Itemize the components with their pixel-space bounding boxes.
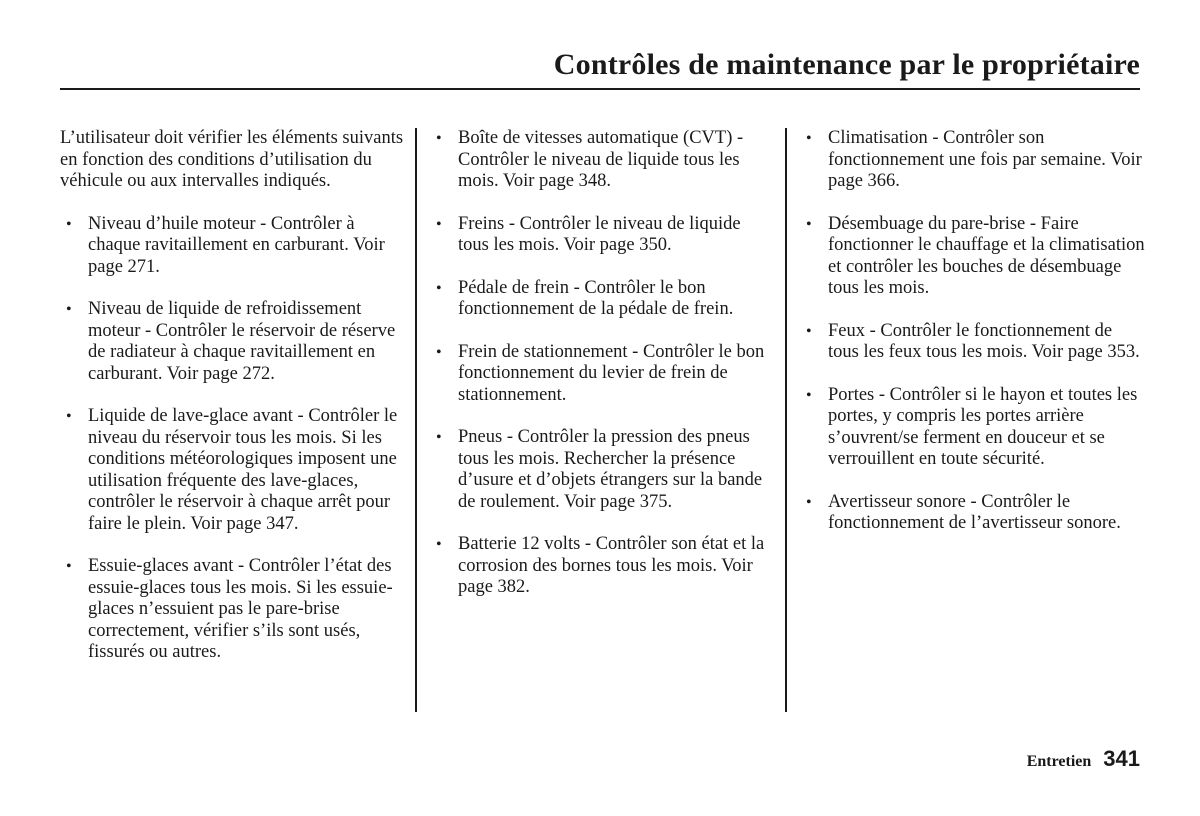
column-divider <box>785 128 787 712</box>
list-item-text: Désembuage du pare-brise - Faire fonctionner le chauffage et la climatisation et contrôler les bouches de désembuage tous les mois. <box>828 213 1145 298</box>
page-title: Contrôles de maintenance par le propriétaire <box>553 48 1140 81</box>
bullet-icon: • <box>806 493 812 511</box>
list-item <box>806 214 1146 300</box>
list-item <box>436 214 776 257</box>
list-item-text: Freins - Contrôler le niveau de liquide tous les mois. Voir page 350. <box>458 213 741 255</box>
bullet-icon: • <box>436 536 442 553</box>
list-item <box>806 385 1146 471</box>
list-item <box>806 128 1146 193</box>
bullet-icon: • <box>806 215 812 233</box>
list-item <box>436 534 776 599</box>
bullet-icon: • <box>66 215 72 233</box>
column-1 <box>60 128 405 685</box>
list-item <box>436 342 776 407</box>
column-divider <box>415 128 417 712</box>
column-2 <box>436 128 776 620</box>
bullet-icon: • <box>436 343 442 361</box>
list-item-text: Essuie-glaces avant - Contrôler l’état des essuie-glaces tous les mois. Si les essuie-glaces n’essuient pas le pare-brise correctement, vérifier s’ils sont usés, fissurés ou autres. <box>88 556 393 662</box>
list-item-text: Batterie 12 volts - Contrôler son état et la corrosion des bornes tous les mois. Voir page 382. <box>458 534 765 597</box>
title-divider <box>60 88 1140 90</box>
list-item-text: Portes - Contrôler si le hayon et toutes les portes, y compris les portes arrière s’ouvrent/se ferment en douceur et se verrouillent en toute sécurité. <box>828 384 1138 469</box>
bullet-icon: • <box>66 408 72 425</box>
list-item-text: Avertisseur sonore - Contrôler le fonctionnement de l’avertisseur sonore. <box>828 491 1121 533</box>
bullet-icon: • <box>806 322 812 340</box>
checklist-column-2 <box>436 128 776 599</box>
bullet-icon: • <box>66 558 72 575</box>
page-number: 341 <box>1103 746 1140 771</box>
list-item-text: Niveau d’huile moteur - Contrôler à chaque ravitaillement en carburant. Voir page 271. <box>88 213 385 277</box>
list-item <box>806 321 1146 364</box>
bullet-icon: • <box>806 386 812 404</box>
list-item-text: Feux - Contrôler le fonctionnement de tous les feux tous les mois. Voir page 353. <box>828 320 1140 362</box>
list-item <box>66 556 405 664</box>
list-item <box>66 299 405 385</box>
list-item-text: Niveau de liquide de refroidissement moteur - Contrôler le réservoir de réserve de radiateur à chaque ravitaillement en carburant. Voir page 272. <box>88 299 396 384</box>
list-item-text: Pneus - Contrôler la pression des pneus tous les mois. Rechercher la présence d’usure et d’objets étrangers sur la bande de roulement. Voir page 375. <box>458 427 763 512</box>
bullet-icon: • <box>436 429 442 446</box>
bullet-icon: • <box>806 130 812 147</box>
bullet-icon: • <box>436 215 442 233</box>
bullet-icon: • <box>66 301 72 318</box>
list-item-text: Frein de stationnement - Contrôler le bon fonctionnement du levier de frein de stationnement. <box>458 341 765 405</box>
list-item <box>436 278 776 321</box>
list-item-text: Climatisation - Contrôler son fonctionnement une fois par semaine. Voir page 366. <box>828 128 1142 191</box>
list-item-text: Liquide de lave-glace avant - Contrôler le niveau du réservoir tous les mois. Si les conditions météorologiques imposent une utilisation fréquente des lave-glaces, contrôler le réservoir à chaque arrêt pour faire le plein. Voir page 347. <box>88 406 398 534</box>
list-item <box>436 427 776 513</box>
checklist-column-1 <box>60 214 405 664</box>
intro-paragraph: L’utilisateur doit vérifier les éléments suivants en fonction des conditions d’utilisation du véhicule ou aux intervalles indiqués. <box>60 128 404 191</box>
list-item <box>66 406 405 535</box>
bullet-icon: • <box>436 130 442 147</box>
list-item <box>436 128 776 193</box>
list-item-text: Boîte de vitesses automatique (CVT) - Contrôler le niveau de liquide tous les mois. Voir page 348. <box>458 128 744 191</box>
list-item <box>806 492 1146 535</box>
page-footer <box>1027 746 1140 772</box>
column-3 <box>806 128 1146 556</box>
bullet-icon: • <box>436 279 442 297</box>
footer-section-name: Entretien <box>1026 753 1092 770</box>
checklist-column-3 <box>806 128 1146 535</box>
list-item <box>66 214 405 279</box>
list-item-text: Pédale de frein - Contrôler le bon fonctionnement de la pédale de frein. <box>458 277 734 319</box>
